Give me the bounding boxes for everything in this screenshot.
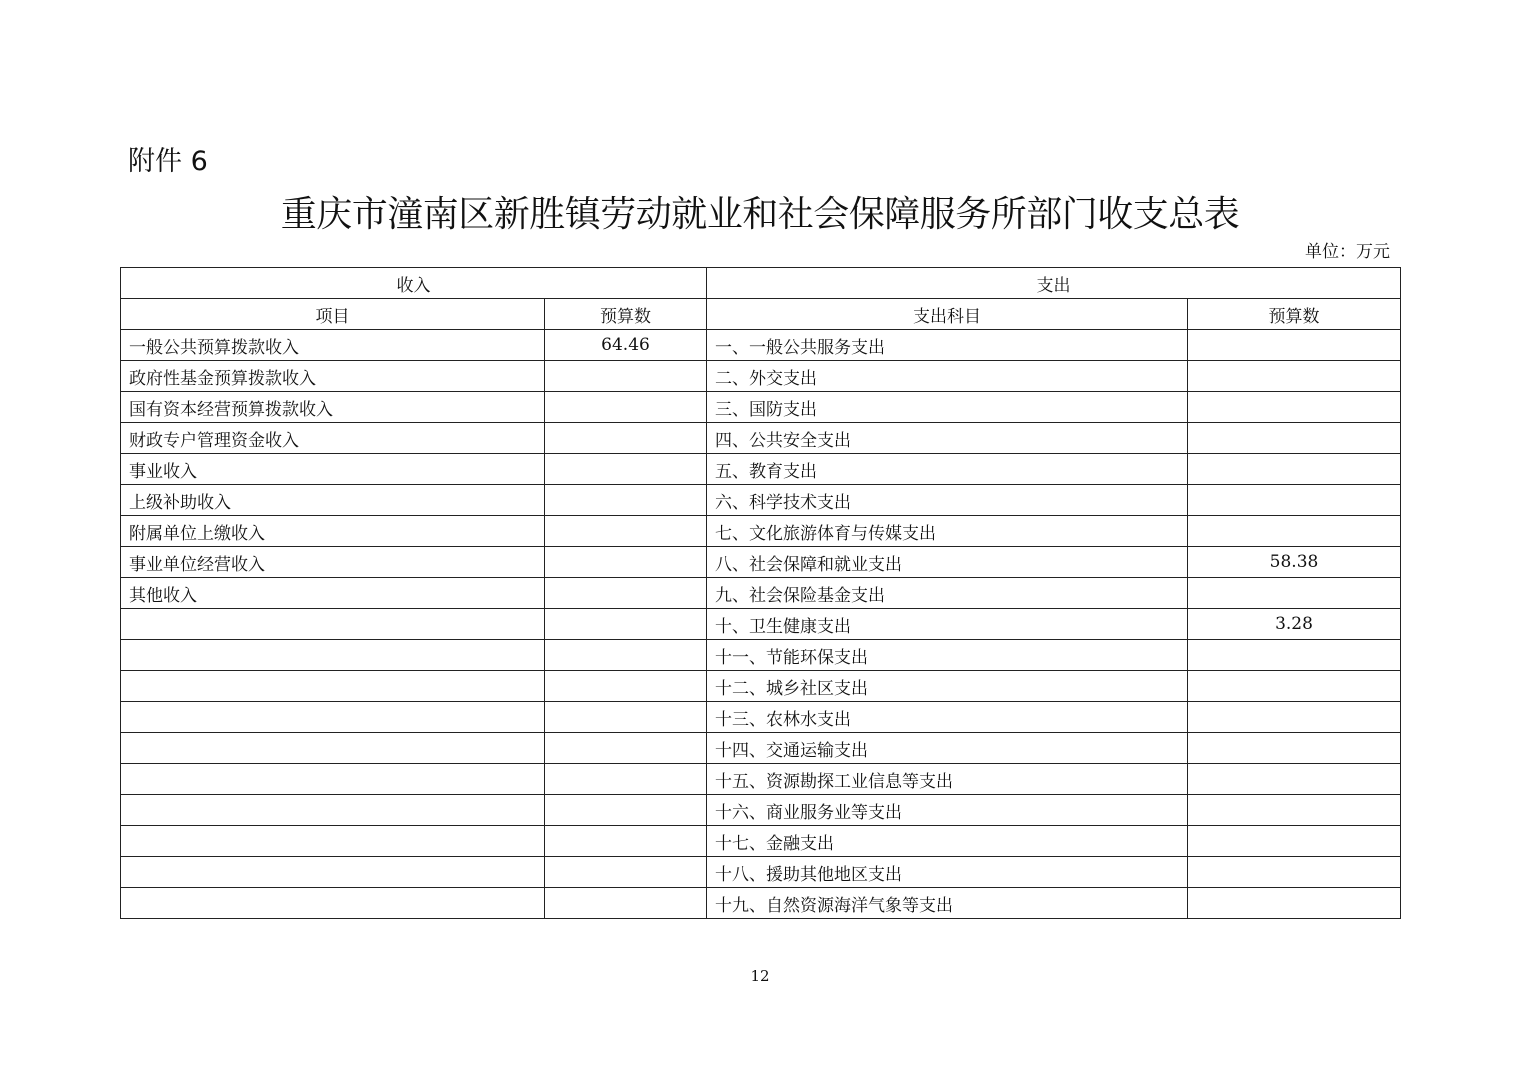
document-title: 重庆市潼南区新胜镇劳动就业和社会保障服务所部门收支总表 <box>280 194 1240 235</box>
expense-item-header: 支出科目 <box>707 299 1188 330</box>
income-item-cell <box>121 857 545 888</box>
income-item-cell <box>121 640 545 671</box>
expense-item-cell: 十八、援助其他地区支出 <box>707 857 1188 888</box>
income-item-cell: 一般公共预算拨款收入 <box>121 330 545 361</box>
expense-item-cell: 十七、金融支出 <box>707 826 1188 857</box>
unit-label: 单位：万元 <box>1305 242 1390 262</box>
expense-item-cell: 十五、资源勘探工业信息等支出 <box>707 764 1188 795</box>
income-item-header: 项目 <box>121 299 545 330</box>
income-item-cell: 上级补助收入 <box>121 485 545 516</box>
expense-item-cell: 四、公共安全支出 <box>707 423 1188 454</box>
expense-budget-cell <box>1188 826 1401 857</box>
table-row <box>121 857 1401 888</box>
income-budget-cell <box>545 795 707 826</box>
table-row <box>121 671 1401 702</box>
income-budget-cell <box>545 671 707 702</box>
income-item-cell: 其他收入 <box>121 578 545 609</box>
expense-item-cell: 五、教育支出 <box>707 454 1188 485</box>
expense-item-cell: 一、一般公共服务支出 <box>707 330 1188 361</box>
expense-budget-cell <box>1188 392 1401 423</box>
expense-item-cell: 七、文化旅游体育与传媒支出 <box>707 516 1188 547</box>
income-budget-cell <box>545 764 707 795</box>
table-row <box>121 330 1401 361</box>
income-budget-cell <box>545 485 707 516</box>
page-number: 12 <box>750 967 770 985</box>
expense-item-cell: 十六、商业服务业等支出 <box>707 795 1188 826</box>
income-item-cell <box>121 888 545 919</box>
income-budget-cell <box>545 361 707 392</box>
expense-budget-cell <box>1188 423 1401 454</box>
expense-budget-cell <box>1188 888 1401 919</box>
expense-item-cell: 十三、农林水支出 <box>707 702 1188 733</box>
expense-budget-cell: 58.38 <box>1188 547 1401 578</box>
expense-item-cell: 八、社会保障和就业支出 <box>707 547 1188 578</box>
income-budget-cell <box>545 609 707 640</box>
expense-budget-cell <box>1188 795 1401 826</box>
income-item-cell: 财政专户管理资金收入 <box>121 423 545 454</box>
expense-budget-cell <box>1188 330 1401 361</box>
table-row <box>121 454 1401 485</box>
expense-budget-cell <box>1188 702 1401 733</box>
table-row <box>121 578 1401 609</box>
expense-item-cell: 六、科学技术支出 <box>707 485 1188 516</box>
income-budget-cell <box>545 516 707 547</box>
table-row <box>121 423 1401 454</box>
expense-budget-header: 预算数 <box>1188 299 1401 330</box>
table-row <box>121 733 1401 764</box>
income-budget-cell: 64.46 <box>545 330 707 361</box>
expense-budget-cell <box>1188 578 1401 609</box>
income-item-cell <box>121 795 545 826</box>
expense-item-cell: 二、外交支出 <box>707 361 1188 392</box>
income-item-cell <box>121 671 545 702</box>
table-row <box>121 392 1401 423</box>
income-item-cell: 附属单位上缴收入 <box>121 516 545 547</box>
income-budget-cell <box>545 857 707 888</box>
expense-item-cell: 十、卫生健康支出 <box>707 609 1188 640</box>
income-item-cell <box>121 609 545 640</box>
column-header-row <box>121 299 1401 330</box>
group-header-row <box>121 268 1401 299</box>
income-budget-header: 预算数 <box>545 299 707 330</box>
income-budget-cell <box>545 547 707 578</box>
expense-budget-cell <box>1188 733 1401 764</box>
attachment-label: 附件 6 <box>128 146 208 177</box>
income-budget-cell <box>545 578 707 609</box>
expense-budget-cell <box>1188 361 1401 392</box>
expense-item-cell: 三、国防支出 <box>707 392 1188 423</box>
expense-item-cell: 九、社会保险基金支出 <box>707 578 1188 609</box>
income-budget-cell <box>545 423 707 454</box>
table-row <box>121 764 1401 795</box>
table-row <box>121 485 1401 516</box>
expense-budget-cell <box>1188 485 1401 516</box>
income-item-cell: 国有资本经营预算拨款收入 <box>121 392 545 423</box>
table-row <box>121 547 1401 578</box>
expense-budget-cell <box>1188 671 1401 702</box>
table-row <box>121 361 1401 392</box>
income-budget-cell <box>545 733 707 764</box>
income-item-cell <box>121 764 545 795</box>
income-item-cell <box>121 826 545 857</box>
income-budget-cell <box>545 640 707 671</box>
expense-item-cell: 十二、城乡社区支出 <box>707 671 1188 702</box>
table-row <box>121 609 1401 640</box>
expense-budget-cell <box>1188 516 1401 547</box>
income-item-cell <box>121 702 545 733</box>
table-row <box>121 826 1401 857</box>
expense-budget-cell <box>1188 454 1401 485</box>
income-item-cell <box>121 733 545 764</box>
income-item-cell: 政府性基金预算拨款收入 <box>121 361 545 392</box>
table-row <box>121 640 1401 671</box>
income-item-cell: 事业收入 <box>121 454 545 485</box>
table-row <box>121 795 1401 826</box>
expense-budget-cell <box>1188 640 1401 671</box>
income-budget-cell <box>545 702 707 733</box>
income-budget-cell <box>545 888 707 919</box>
income-budget-cell <box>545 454 707 485</box>
table-row <box>121 702 1401 733</box>
expense-group-header: 支出 <box>707 268 1401 299</box>
expense-item-cell: 十四、交通运输支出 <box>707 733 1188 764</box>
income-budget-cell <box>545 392 707 423</box>
expense-budget-cell: 3.28 <box>1188 609 1401 640</box>
expense-budget-cell <box>1188 857 1401 888</box>
income-item-cell: 事业单位经营收入 <box>121 547 545 578</box>
expense-budget-cell <box>1188 764 1401 795</box>
expense-item-cell: 十九、自然资源海洋气象等支出 <box>707 888 1188 919</box>
income-group-header: 收入 <box>121 268 707 299</box>
table-row <box>121 888 1401 919</box>
table-row <box>121 516 1401 547</box>
income-budget-cell <box>545 826 707 857</box>
expense-item-cell: 十一、节能环保支出 <box>707 640 1188 671</box>
budget-summary-table <box>120 267 1401 919</box>
